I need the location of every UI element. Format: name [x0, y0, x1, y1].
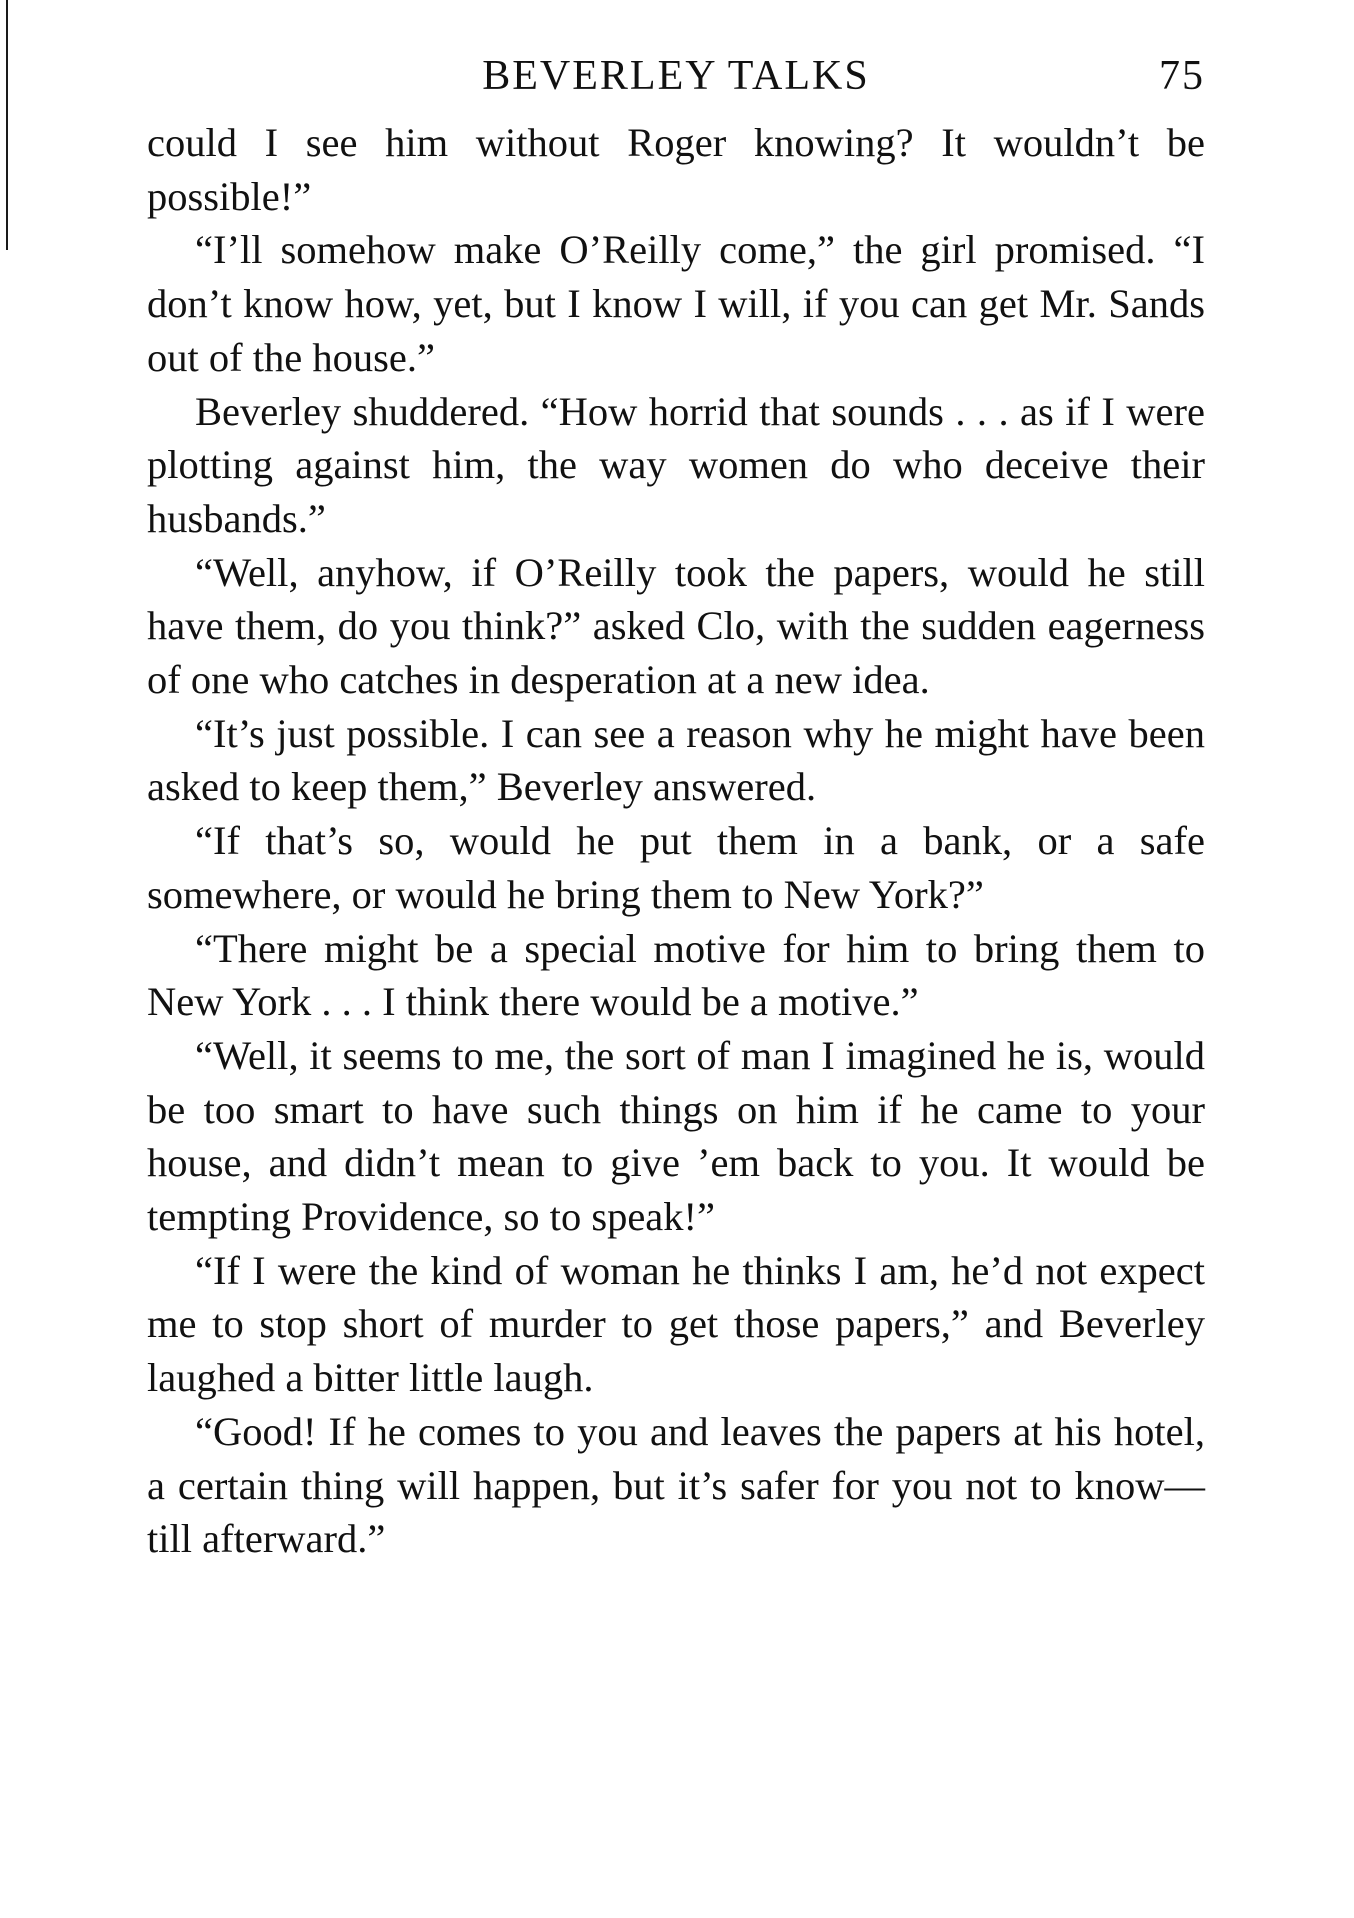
paragraph: “There might be a special motive for him to bring them to New York . . . I think there would be a motive.”	[147, 925, 1205, 1025]
paragraph: “It’s just possible. I can see a reason why he might have been asked to keep them,” Beverley answered.	[147, 710, 1205, 810]
paragraph: “Good! If he comes to you and leaves the papers at his hotel, a certain thing will happen, but it’s safer for you not to know—till afterward.”	[147, 1408, 1205, 1562]
paragraph: “If I were the kind of woman he thinks I am, he’d not expect me to stop short of murder to get those papers,” and Beverley laughed a bitter little laugh.	[147, 1247, 1205, 1401]
paragraph: “Well, anyhow, if O’Reilly took the papers, would he still have them, do you think?” asked Clo, with the sudden eagerness of one who catches in desperation at a new idea.	[147, 549, 1205, 703]
page-number: 75	[1159, 53, 1205, 99]
page-edge-line	[6, 0, 8, 250]
paragraph: “Well, it seems to me, the sort of man I imagined he is, would be too smart to have such things on him if he came to your house, and didn’t mean to give ’em back to you. It would be tempting Providence, so to speak!”	[147, 1032, 1205, 1240]
paragraph: “I’ll somehow make O’Reilly come,” the girl promised. “I don’t know how, yet, but I know I will, if you can get Mr. Sands out of the house.”	[147, 227, 1205, 380]
running-title: BEVERLEY TALKS	[482, 53, 870, 99]
running-header	[147, 52, 1205, 116]
book-page	[147, 52, 1205, 1566]
paragraph-continued: could I see him without Roger knowing? It wouldn’t be possible!”	[147, 120, 1205, 219]
body-text	[147, 116, 1205, 1566]
paragraph: “If that’s so, would he put them in a bank, or a safe somewhere, or would he bring them to New York?”	[147, 818, 1205, 917]
paragraph: Beverley shuddered. “How horrid that sounds . . . as if I were plotting against him, the way women do who deceive their husbands.”	[147, 388, 1205, 541]
